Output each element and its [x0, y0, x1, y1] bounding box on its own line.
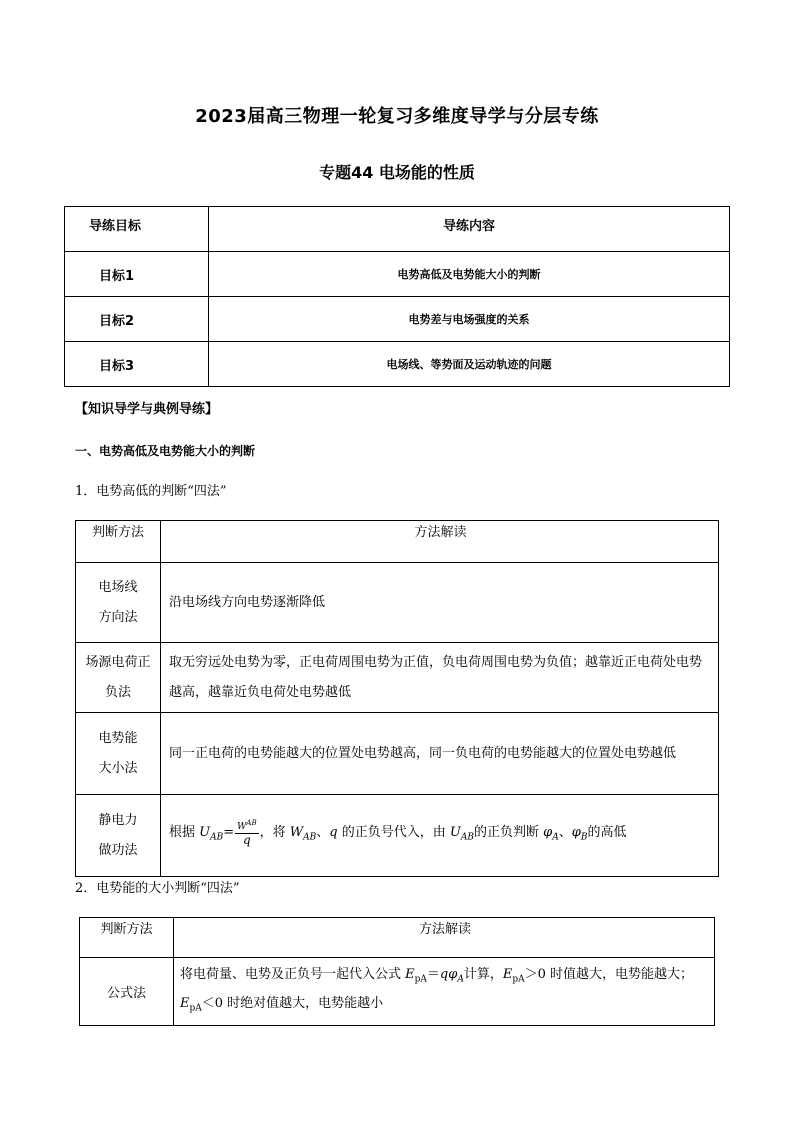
formula-content-cell — [161, 795, 719, 877]
text-fragment: 根据 — [169, 825, 200, 841]
text-fragment: 、 — [558, 825, 572, 841]
goal-cell: 目标1 — [65, 252, 209, 297]
text-fragment: ＜0 时绝对值越大，电势能越小 — [201, 995, 384, 1011]
content-cell: 同一正电荷的电势能越大的位置处电势越高，同一负电荷的电势能越大的位置处电势越低 — [161, 713, 719, 795]
content-cell: 沿电场线方向电势逐渐降低 — [161, 563, 719, 643]
content-cell: 电势高低及电势能大小的判断 — [209, 252, 730, 297]
text-fragment: 的正负判断 — [473, 825, 544, 841]
subscript: AB — [303, 832, 317, 843]
goal-cell: 目标2 — [65, 297, 209, 342]
method-line: 做功法 — [98, 842, 138, 858]
text-fragment: ，将 — [259, 825, 290, 841]
method-line: 负法 — [104, 684, 131, 700]
variable: U — [199, 825, 211, 841]
header-cell: 判断方法 — [76, 521, 161, 563]
paragraph-1: 1．电势高低的判断“四法” — [75, 484, 227, 499]
variable: φ — [543, 825, 553, 841]
method-line: 电场线 — [98, 579, 138, 595]
table-row — [65, 297, 730, 342]
subscript: pA — [414, 974, 427, 985]
method-line: 静电力 — [98, 812, 138, 828]
table-header-row — [65, 207, 730, 252]
variable: E — [502, 966, 513, 982]
header-cell: 判断方法 — [80, 918, 174, 958]
subscript: AB — [460, 832, 474, 843]
text-fragment: 将电荷量、电势及正负号一起代入公式 — [180, 966, 406, 982]
variable: E — [405, 966, 415, 982]
subscript: AB — [210, 832, 224, 843]
method-cell — [76, 713, 161, 795]
variable: U — [449, 825, 461, 841]
variable: E — [180, 995, 190, 1011]
method-cell: 公式法 — [80, 958, 174, 1026]
table-row — [76, 713, 719, 795]
document-subtitle: 专题44 电场能的性质 — [319, 163, 475, 182]
table-row — [80, 958, 715, 1026]
text-fragment: 、 — [316, 825, 330, 841]
formula-content-cell — [174, 958, 715, 1026]
method-cell — [76, 795, 161, 877]
text-fragment: 的正负号代入，由 — [337, 825, 450, 841]
text-fragment: 计算， — [463, 966, 503, 982]
method-line: 电势能 — [98, 730, 138, 746]
fraction — [235, 818, 258, 847]
goals-table — [64, 206, 730, 387]
text-fragment: ＞0 时值越大，电势能越大； — [524, 966, 694, 982]
subscript: A — [552, 832, 559, 843]
document-title: 2023届高三物理一轮复习多维度导学与分层专练 — [195, 106, 599, 127]
header-cell: 方法解读 — [174, 918, 715, 958]
table-row — [65, 342, 730, 387]
fraction-denominator: q — [243, 833, 251, 848]
goal-cell: 目标3 — [65, 342, 209, 387]
table-row — [76, 643, 719, 713]
table-header-row — [76, 521, 719, 563]
method-line: 大小法 — [98, 760, 138, 776]
method-cell — [76, 643, 161, 713]
variable: φ — [448, 966, 458, 982]
table-row — [76, 795, 719, 877]
variable: φ — [571, 825, 581, 841]
subscript: pA — [512, 974, 525, 985]
variable: W — [289, 825, 304, 841]
header-cell: 导练内容 — [209, 207, 730, 252]
heading-1: 一、电势高低及电势能大小的判断 — [75, 444, 256, 458]
content-cell: 电场线、等势面及运动轨迹的问题 — [209, 342, 730, 387]
content-cell: 电势差与电场强度的关系 — [209, 297, 730, 342]
paragraph-2: 2．电势能的大小判断“四法” — [75, 881, 240, 896]
variable: q — [329, 825, 338, 841]
text-fragment: ＝ — [426, 966, 440, 982]
table-header-row — [80, 918, 715, 958]
text-fragment: 的高低 — [587, 825, 627, 841]
table-row — [65, 252, 730, 297]
methods-table-energy — [79, 917, 715, 1026]
section-heading: 【知识导学与典例导练】 — [75, 402, 219, 417]
method-line: 场源电荷正 — [85, 654, 151, 670]
content-cell: 取无穷远处电势为零，正电荷周围电势为正值，负电荷周围电势为负值；越靠近正电荷处电势越高，越靠近负电荷处电势越低 — [161, 643, 719, 713]
equals-sign: = — [223, 825, 235, 841]
method-line: 方向法 — [98, 609, 138, 625]
header-cell: 导练目标 — [65, 207, 209, 252]
table-row — [76, 563, 719, 643]
header-cell: 方法解读 — [161, 521, 719, 563]
variable: q — [439, 966, 449, 982]
fraction-numerator: $W^{AB}$ — [237, 819, 257, 833]
subscript: pA — [189, 1003, 202, 1014]
methods-table-potential — [75, 520, 719, 877]
subscript: A — [457, 974, 464, 985]
subscript: B — [580, 832, 588, 843]
method-cell — [76, 563, 161, 643]
